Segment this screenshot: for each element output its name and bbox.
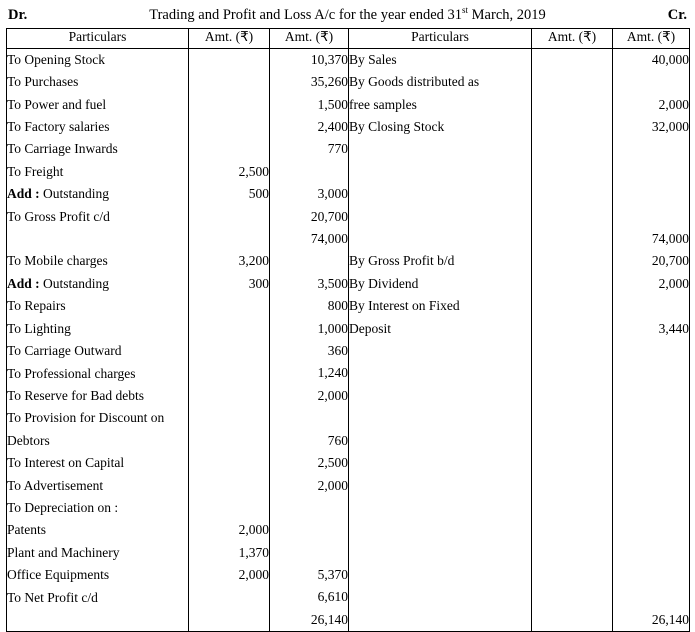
page-title-suffix: March, 2019 bbox=[468, 6, 546, 23]
debit-amount2-cell bbox=[270, 407, 348, 429]
credit-amount1-cell bbox=[532, 407, 612, 429]
credit-particulars-cell bbox=[349, 161, 531, 183]
debit-amount2-cell: 360 bbox=[327, 343, 348, 359]
debit-amount1-cell bbox=[189, 586, 269, 608]
credit-amount2-cell bbox=[613, 474, 689, 496]
credit-amount1-cell bbox=[532, 340, 612, 362]
debit-particulars-cell: To Provision for Discount on bbox=[7, 410, 165, 426]
credit-particulars-cell bbox=[349, 362, 531, 384]
credit-amount1-cell bbox=[532, 564, 612, 586]
page-title bbox=[27, 5, 668, 24]
credit-particulars-cell bbox=[349, 452, 531, 474]
debit-amount2-cell: 760 bbox=[327, 432, 348, 448]
credit-particulars-cell bbox=[349, 542, 531, 564]
debit-amount2-cell: 20,700 bbox=[310, 208, 348, 224]
credit-amount1-cell bbox=[532, 94, 612, 116]
debit-amount1-cell bbox=[189, 452, 269, 474]
debit-amount1-cell: 1,370 bbox=[238, 544, 269, 560]
credit-amount2-cell bbox=[613, 452, 689, 474]
debit-amount2-cell: 1,000 bbox=[317, 320, 348, 336]
debit-amount1-cell: 3,200 bbox=[238, 253, 269, 269]
debit-amount1-cell bbox=[189, 340, 269, 362]
column-header-amount-debit-1: Amt. (₹) bbox=[189, 28, 270, 48]
debit-particulars-cell: To Factory salaries bbox=[7, 119, 110, 135]
credit-amount2-cell bbox=[613, 519, 689, 541]
add-outstanding-label: Add : bbox=[7, 186, 40, 202]
credit-amount2-cell bbox=[613, 71, 689, 93]
debit-amount1-list bbox=[189, 49, 269, 631]
page-title-superscript: st bbox=[462, 5, 469, 15]
credit-amount1-cell bbox=[532, 586, 612, 608]
credit-particulars-cell bbox=[349, 474, 531, 496]
debit-particulars-cell: To Power and fuel bbox=[7, 96, 107, 112]
debit-amount1-cell bbox=[189, 94, 269, 116]
debit-particulars-cell: To Purchases bbox=[7, 74, 79, 90]
debit-amount2-cell: 6,610 bbox=[317, 589, 348, 605]
debit-particulars-cell bbox=[7, 228, 188, 250]
debit-amount1-cell bbox=[189, 116, 269, 138]
credit-amount2-cell: 32,000 bbox=[651, 119, 689, 135]
credit-amount2-cell bbox=[613, 206, 689, 228]
debit-amount2-cell bbox=[270, 519, 348, 541]
credit-amount1-cell bbox=[532, 183, 612, 205]
credit-particulars-cell bbox=[349, 385, 531, 407]
column-header-amount-credit-2: Amt. (₹) bbox=[613, 28, 690, 48]
credit-particulars-cell: free samples bbox=[349, 96, 417, 112]
credit-particulars-cell: By Dividend bbox=[349, 275, 419, 291]
credit-amount1-cell bbox=[532, 318, 612, 340]
credit-amount1-cell bbox=[532, 385, 612, 407]
debit-side-label: Dr. bbox=[8, 6, 28, 23]
credit-amount2-cell: 40,000 bbox=[651, 51, 689, 67]
debit-amount2-cell: 1,240 bbox=[317, 365, 348, 381]
credit-amount2-cell bbox=[613, 430, 689, 452]
credit-particulars-cell bbox=[349, 228, 531, 250]
debit-amount2-cell: 800 bbox=[327, 298, 348, 314]
debit-amount1-cell bbox=[189, 295, 269, 317]
credit-amount1-cell bbox=[532, 273, 612, 295]
debit-amount1-cell bbox=[189, 609, 269, 631]
debit-particulars-cell: To Opening Stock bbox=[7, 51, 106, 67]
column-header-amount-credit-1: Amt. (₹) bbox=[532, 28, 613, 48]
debit-amount2-cell: 2,400 bbox=[317, 119, 348, 135]
debit-particulars-column bbox=[7, 48, 189, 632]
debit-amount1-cell bbox=[189, 138, 269, 160]
debit-particulars-cell: To Carriage Inwards bbox=[7, 141, 118, 157]
page-header bbox=[6, 4, 689, 28]
debit-amount1-cell bbox=[189, 497, 269, 519]
debit-amount1-cell bbox=[189, 474, 269, 496]
credit-particulars-cell bbox=[349, 340, 531, 362]
credit-particulars-cell: By Gross Profit b/d bbox=[349, 253, 455, 269]
debit-amount2-column bbox=[270, 48, 349, 632]
debit-amount2-list bbox=[270, 49, 348, 631]
credit-particulars-cell: By Interest on Fixed bbox=[349, 298, 460, 314]
credit-amount1-cell bbox=[532, 519, 612, 541]
credit-amount2-cell bbox=[613, 183, 689, 205]
debit-particulars-cell: To Carriage Outward bbox=[7, 343, 122, 359]
credit-amount2-list bbox=[613, 49, 689, 631]
credit-amount2-cell bbox=[613, 385, 689, 407]
debit-amount2-cell: 3,500 bbox=[317, 275, 348, 291]
debit-amount1-cell bbox=[189, 385, 269, 407]
table-header-row bbox=[7, 28, 690, 48]
add-outstanding-label: Add : bbox=[7, 275, 40, 291]
page-title-prefix: Trading and Profit and Loss A/c for the year ended 31 bbox=[149, 6, 463, 23]
debit-particulars-cell: Plant and Machinery bbox=[7, 544, 120, 560]
credit-particulars-cell: By Sales bbox=[349, 51, 397, 67]
credit-amount1-cell bbox=[532, 138, 612, 160]
debit-amount1-cell bbox=[189, 206, 269, 228]
credit-amount2-cell bbox=[613, 542, 689, 564]
credit-amount2-cell: 26,140 bbox=[651, 611, 689, 627]
debit-particulars-cell: Add : Outstanding bbox=[7, 186, 110, 202]
credit-side-label: Cr. bbox=[667, 6, 687, 23]
credit-amount2-cell bbox=[613, 564, 689, 586]
credit-particulars-cell bbox=[349, 519, 531, 541]
credit-particulars-cell bbox=[349, 407, 531, 429]
credit-particulars-cell bbox=[349, 138, 531, 160]
credit-amount1-cell bbox=[532, 474, 612, 496]
credit-amount2-cell: 2,000 bbox=[658, 275, 689, 291]
debit-amount1-cell bbox=[189, 362, 269, 384]
debit-amount2-cell: 2,000 bbox=[317, 477, 348, 493]
credit-amount1-cell bbox=[532, 452, 612, 474]
credit-particulars-cell bbox=[349, 206, 531, 228]
credit-amount1-cell bbox=[532, 161, 612, 183]
debit-amount1-cell bbox=[189, 49, 269, 71]
credit-particulars-cell: Deposit bbox=[349, 320, 391, 336]
debit-particulars-cell: To Gross Profit c/d bbox=[7, 208, 110, 224]
debit-particulars-cell: To Net Profit c/d bbox=[7, 589, 98, 605]
credit-amount2-cell: 74,000 bbox=[651, 231, 689, 246]
credit-amount1-cell bbox=[532, 49, 612, 71]
debit-particulars-cell: Office Equipments bbox=[7, 567, 110, 583]
credit-particulars-list bbox=[349, 49, 531, 631]
credit-amount2-cell bbox=[613, 295, 689, 317]
debit-amount2-cell: 74,000 bbox=[310, 231, 348, 247]
credit-particulars-cell bbox=[349, 497, 531, 519]
credit-amount2-cell bbox=[613, 138, 689, 160]
debit-amount1-column bbox=[189, 48, 270, 632]
credit-amount1-cell bbox=[532, 116, 612, 138]
credit-particulars-cell: By Goods distributed as bbox=[349, 74, 480, 90]
debit-particulars-cell: To Mobile charges bbox=[7, 253, 108, 269]
credit-particulars-cell bbox=[349, 183, 531, 205]
credit-particulars-cell bbox=[349, 564, 531, 586]
credit-particulars-cell bbox=[349, 609, 531, 631]
credit-amount1-cell bbox=[532, 250, 612, 272]
debit-particulars-cell: To Interest on Capital bbox=[7, 455, 125, 471]
debit-amount2-cell bbox=[270, 542, 348, 564]
debit-particulars-cell: Add : Outstanding bbox=[7, 275, 110, 291]
debit-particulars-cell: Patents bbox=[7, 522, 46, 538]
debit-amount1-cell bbox=[189, 228, 269, 250]
credit-amount1-cell bbox=[532, 541, 612, 563]
credit-amount1-cell bbox=[532, 429, 612, 451]
credit-amount2-cell: 20,700 bbox=[651, 253, 689, 269]
credit-amount1-cell bbox=[532, 295, 612, 317]
credit-amount2-cell bbox=[613, 497, 689, 519]
debit-amount1-cell bbox=[189, 318, 269, 340]
credit-amount1-column bbox=[532, 48, 613, 632]
debit-amount1-cell bbox=[189, 430, 269, 452]
debit-particulars-cell: To Reserve for Bad debts bbox=[7, 387, 145, 403]
debit-particulars-cell: To Depreciation on : bbox=[7, 499, 119, 515]
credit-amount2-cell: 2,000 bbox=[658, 96, 689, 112]
debit-amount2-cell: 2,000 bbox=[317, 387, 348, 403]
credit-amount2-column bbox=[613, 48, 690, 632]
column-header-amount-debit-2: Amt. (₹) bbox=[270, 28, 349, 48]
credit-amount1-cell bbox=[532, 497, 612, 519]
debit-particulars-cell: To Freight bbox=[7, 163, 64, 179]
debit-amount1-cell: 2,500 bbox=[238, 163, 269, 179]
debit-particulars-cell: To Advertisement bbox=[7, 477, 104, 493]
credit-amount1-cell bbox=[532, 362, 612, 384]
credit-amount1-cell bbox=[532, 609, 612, 631]
table-body-row bbox=[7, 48, 690, 632]
debit-amount2-cell: 10,370 bbox=[310, 51, 348, 67]
credit-amount1-cell bbox=[532, 71, 612, 93]
credit-particulars-column bbox=[349, 48, 532, 632]
credit-amount2-cell bbox=[613, 362, 689, 384]
trading-profit-loss-table bbox=[6, 28, 690, 632]
debit-amount2-cell: 26,140 bbox=[310, 611, 348, 627]
credit-particulars-cell: By Closing Stock bbox=[349, 119, 445, 135]
debit-amount2-cell bbox=[270, 497, 348, 519]
column-header-particulars-debit: Particulars bbox=[7, 28, 189, 48]
debit-particulars-cell: To Repairs bbox=[7, 298, 66, 314]
column-header-particulars-credit: Particulars bbox=[349, 28, 532, 48]
credit-particulars-cell bbox=[349, 430, 531, 452]
debit-particulars-cell: Debtors bbox=[7, 432, 50, 448]
debit-amount1-cell: 2,000 bbox=[238, 566, 269, 582]
debit-amount1-cell bbox=[189, 407, 269, 429]
credit-particulars-cell bbox=[349, 586, 531, 608]
debit-amount1-cell: 2,000 bbox=[238, 522, 269, 538]
debit-amount2-cell: 770 bbox=[327, 141, 348, 157]
debit-amount2-cell: 5,370 bbox=[317, 567, 348, 583]
credit-amount2-cell: 3,440 bbox=[658, 320, 689, 336]
credit-amount1-cell bbox=[532, 228, 612, 250]
debit-amount2-cell: 2,500 bbox=[317, 455, 348, 471]
debit-particulars-cell: To Lighting bbox=[7, 320, 71, 336]
debit-particulars-cell: To Professional charges bbox=[7, 365, 136, 381]
debit-amount2-cell bbox=[270, 250, 348, 272]
credit-amount2-cell bbox=[613, 161, 689, 183]
debit-amount2-cell: 35,260 bbox=[310, 74, 348, 90]
credit-amount1-list bbox=[532, 49, 612, 631]
debit-amount2-cell: 3,000 bbox=[317, 186, 348, 202]
credit-amount1-cell bbox=[532, 206, 612, 228]
debit-amount1-cell bbox=[189, 71, 269, 93]
credit-amount2-cell bbox=[613, 586, 689, 608]
credit-amount2-cell bbox=[613, 407, 689, 429]
debit-particulars-cell bbox=[7, 609, 188, 631]
debit-amount2-cell bbox=[270, 161, 348, 183]
debit-amount1-cell: 300 bbox=[248, 275, 269, 291]
debit-particulars-list bbox=[7, 49, 188, 632]
credit-amount2-cell bbox=[613, 340, 689, 362]
debit-amount1-cell: 500 bbox=[248, 186, 269, 202]
debit-amount2-cell: 1,500 bbox=[317, 96, 348, 112]
